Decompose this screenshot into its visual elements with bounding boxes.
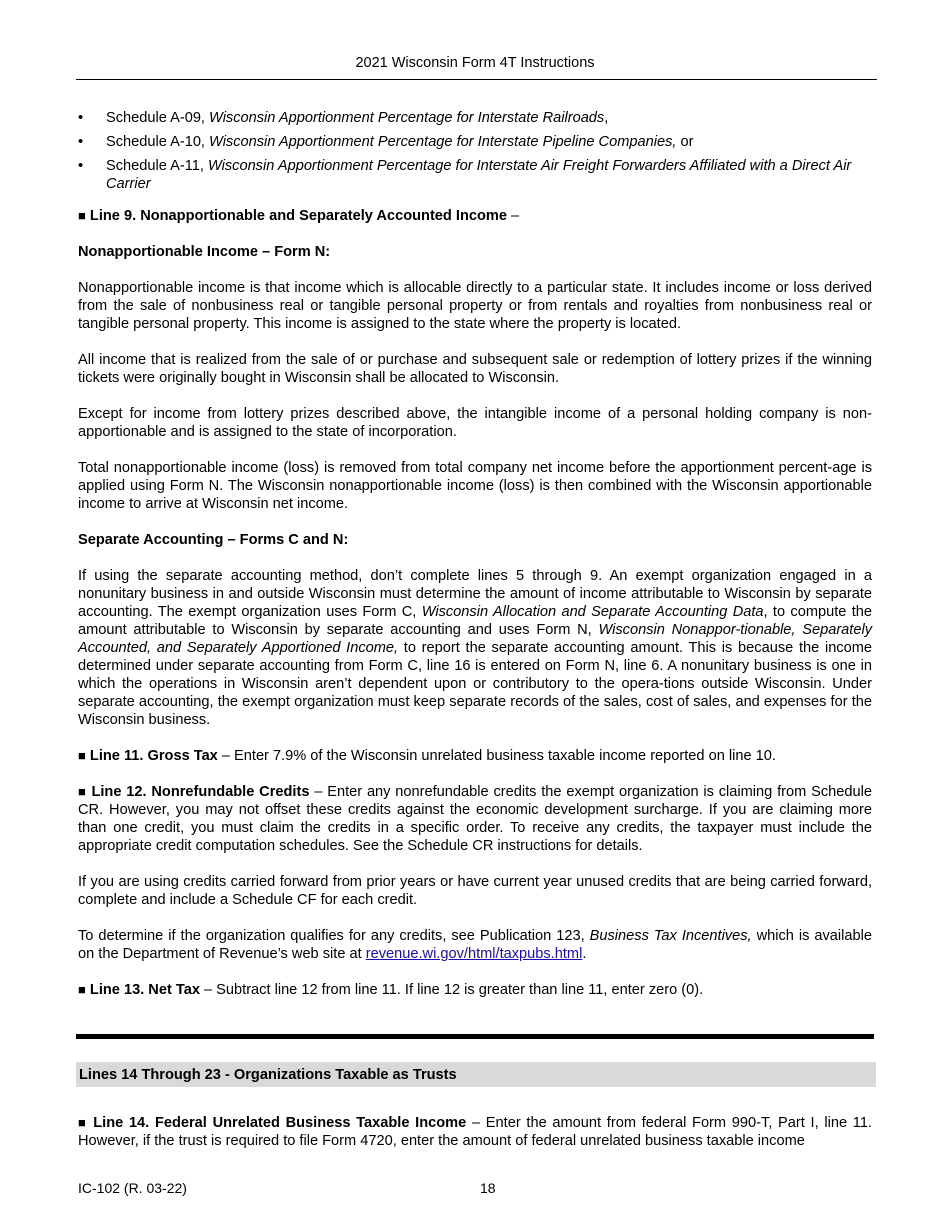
line11-paragraph: ■ Line 11. Gross Tax – Enter 7.9% of the Wisconsin unrelated business taxable income reported on line 10. bbox=[78, 748, 776, 764]
square-bullet-icon: ■ bbox=[78, 748, 86, 763]
paragraph: If you are using credits carried forward from prior years or have current year unused credits that are being carried forward, complete and include a Schedule CF for each credit. bbox=[78, 874, 872, 908]
main-content bbox=[78, 109, 872, 1017]
page-header-title: 2021 Wisconsin Form 4T Instructions bbox=[355, 55, 595, 71]
square-bullet-icon: ■ bbox=[78, 1115, 88, 1130]
line13-paragraph: ■ Line 13. Net Tax – Subtract line 12 from line 11. If line 12 is greater than line 11, enter zero (0). bbox=[78, 982, 704, 998]
section-divider bbox=[76, 1034, 874, 1039]
section-title: Lines 14 Through 23 - Organizations Taxable as Trusts bbox=[79, 1067, 457, 1083]
paragraph: All income that is realized from the sale of or purchase and subsequent sale or redemption of lottery prizes if the winning tickets were originally bought in Wisconsin shall be allocated to Wisconsin. bbox=[78, 352, 872, 386]
taxpubs-link[interactable]: revenue.wi.gov/html/taxpubs.html bbox=[365, 946, 583, 962]
list-item: • Schedule A-09, Wisconsin Apportionment Percentage for Interstate Railroads, bbox=[78, 109, 872, 127]
list-item: • Schedule A-10, Wisconsin Apportionment Percentage for Interstate Pipeline Companies, or bbox=[78, 133, 872, 151]
nonapportionable-heading: Nonapportionable Income – Form N: bbox=[78, 244, 331, 260]
footer-form-id: IC-102 (R. 03-22) bbox=[78, 1180, 187, 1196]
section-header-bar bbox=[76, 1062, 876, 1087]
square-bullet-icon: ■ bbox=[78, 784, 87, 799]
paragraph: If using the separate accounting method, don’t complete lines 5 through 9. An exempt organization engaged in a nonunitary business in and outside Wisconsin must determine the amount of income attributable to Wisconsin by separate accounting. The exempt organization uses Form C, Wisconsin Allocation and Separate Accounting Data, to compute the amount attributable to Wisconsin by separate accounting and uses Form N, Wisconsin Nonappor-tionable, Separately Accounted, and Separately Apportioned Income, to report the separate accounting amount. This is because the income determined under separate accounting from Form C, line 16 is entered on Form N, line 6. A nonunitary business is one in which the operations in Wisconsin aren’t dependent upon or contributory to the opera-tions outside Wisconsin. Under separate accounting, the exempt organization must keep separate records of the sales, cost of sales, and expenses for the Wisconsin business. bbox=[78, 568, 873, 728]
line9-heading: ■ Line 9. Nonapportionable and Separately Accounted Income – bbox=[78, 208, 520, 224]
list-item: • Schedule A-11, Wisconsin Apportionment Percentage for Interstate Air Freight Forwarders Affiliated with a Direct Air Carrier bbox=[78, 157, 872, 193]
paragraph: Total nonapportionable income (loss) is removed from total company net income before the apportionment percent-age is applied using Form N. The Wisconsin nonapportionable income (loss) is then combined with the Wisconsin apportionable income to arrive at Wisconsin net income. bbox=[78, 460, 872, 512]
separate-accounting-heading: Separate Accounting – Forms C and N: bbox=[78, 532, 349, 548]
paragraph: To determine if the organization qualifies for any credits, see Publication 123, Business Tax Incentives, which is available on the Department of Revenue’s web site at revenue.wi.gov/html/taxpubs.html. bbox=[78, 928, 872, 962]
page-number: 18 bbox=[480, 1180, 496, 1196]
line14-paragraph: ■ Line 14. Federal Unrelated Business Taxable Income – Enter the amount from federal Form 990-T, Part I, line 11. However, if the trust is required to file Form 4720, enter the amount of federal unrelated business taxable income bbox=[78, 1115, 872, 1149]
square-bullet-icon: ■ bbox=[78, 208, 86, 223]
square-bullet-icon: ■ bbox=[78, 982, 86, 997]
line12-paragraph: ■ Line 12. Nonrefundable Credits – Enter any nonrefundable credits the exempt organization is claiming from Schedule CR. However, you may not offset these credits against the economic development surcharge. If you are claiming more than one credit, you must claim the credits in a specific order. To receive any credits, the taxpayer must include the appropriate credit computation schedules. See the Schedule CR instructions for details. bbox=[78, 784, 872, 854]
header-divider bbox=[76, 79, 877, 80]
paragraph: Except for income from lottery prizes described above, the intangible income of a personal holding company is non-apportionable and is assigned to the state of incorporation. bbox=[78, 406, 872, 440]
schedule-list bbox=[78, 109, 872, 193]
paragraph: Nonapportionable income is that income which is allocable directly to a particular state. It includes income or loss derived from the sale of nonbusiness real or tangible personal property or from rentals and royalties from nonbusiness real or tangible personal property. This income is assigned to the state where the property is located. bbox=[78, 280, 872, 332]
